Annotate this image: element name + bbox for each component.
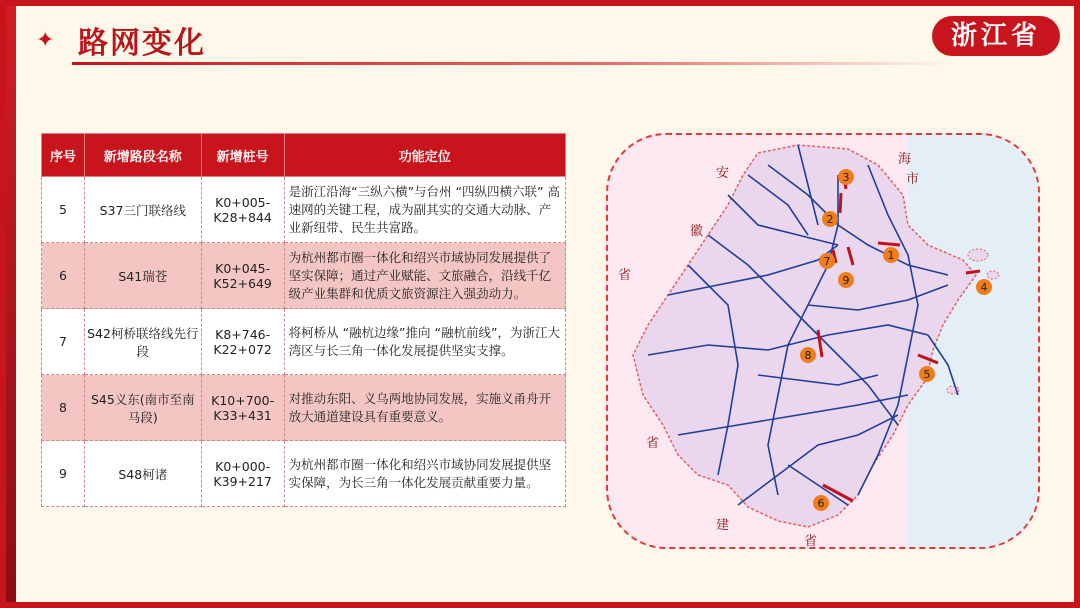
star-icon: ✦: [36, 28, 55, 53]
cell-desc: 为杭州都市圈一体化和绍兴市域协同发展提供坚实保障，为长三角一体化发展贡献重要力量。: [284, 441, 565, 507]
zhejiang-road-map: [606, 133, 1040, 549]
cell-name: S37三门联络线: [84, 177, 201, 243]
cell-stake: K0+045-K52+649: [201, 243, 284, 309]
title-underline: [72, 62, 952, 65]
left-decoration: [6, 6, 16, 602]
cell-name: S41瑞苍: [84, 243, 201, 309]
cell-desc: 对推动东阳、义乌两地协同发展，实施义甬舟开放大通道建设具有重要意义。: [284, 375, 565, 441]
table-row: [42, 309, 566, 375]
cell-name: S48柯诸: [84, 441, 201, 507]
cell-no: 9: [42, 441, 85, 507]
label-anhui-2: 徽: [690, 224, 704, 239]
cell-stake: K8+746-K22+072: [201, 309, 284, 375]
table-row: [42, 441, 566, 507]
label-shanghai-1: 海: [898, 152, 912, 167]
table-row: [42, 177, 566, 243]
cell-no: 8: [42, 375, 85, 441]
cell-stake: K0+005-K28+844: [201, 177, 284, 243]
table-row: [42, 375, 566, 441]
label-fujian-1: 建: [716, 518, 730, 533]
cell-desc: 为杭州都市圈一体化和绍兴市域协同发展提供了坚实保障；通过产业赋能、文旅融合，沿线千亿级产业集群和优质文旅资源注入强劲动力。: [284, 243, 565, 309]
header-name: 新增路段名称: [84, 134, 201, 177]
header-function: 功能定位: [284, 134, 565, 177]
province-badge: 浙江省: [932, 16, 1060, 56]
table-header-row: [42, 134, 566, 177]
island-shape: [987, 271, 999, 279]
marker-8-label: 8: [804, 349, 812, 362]
cell-no: 5: [42, 177, 85, 243]
header-stake: 新增桩号: [201, 134, 284, 177]
cell-desc: 将柯桥从 “融杭边缘”推向 “融杭前线”，为浙江大湾区与长三角一体化发展提供坚实支撑。: [284, 309, 565, 375]
map-svg: [608, 135, 1038, 547]
island-shape: [968, 249, 988, 261]
cell-name: S45义东(南市至南马段): [84, 375, 201, 441]
header-no: 序号: [42, 134, 85, 177]
marker-9-label: 9: [842, 274, 850, 287]
page-title: 路网变化: [78, 26, 206, 61]
road-table: [41, 133, 566, 507]
label-fujian-2: 省: [804, 534, 818, 547]
cell-stake: K0+000-K39+217: [201, 441, 284, 507]
cell-no: 6: [42, 243, 85, 309]
label-jiangxi-1: 省: [646, 436, 660, 451]
cell-no: 7: [42, 309, 85, 375]
marker-3-label: 3: [842, 171, 850, 184]
table-row: [42, 243, 566, 309]
cell-desc: 是浙江沿海“三纵六横”与台州 “四纵四横六联” 高速网的关键工程，成为副其实的交通大动脉、产业新纽带、民生共富路。: [284, 177, 565, 243]
marker-4-label: 4: [980, 281, 988, 294]
marker-1-label: 1: [887, 249, 895, 262]
label-anhui-1: 安: [716, 166, 730, 181]
cell-stake: K10+700-K33+431: [201, 375, 284, 441]
label-shanghai-2: 市: [906, 172, 920, 187]
marker-6-label: 6: [817, 497, 825, 510]
marker-5-label: 5: [923, 368, 931, 381]
slide: [6, 6, 1074, 602]
cell-name: S42柯桥联络线先行段: [84, 309, 201, 375]
marker-2-label: 2: [826, 213, 834, 226]
label-anhui-3: 省: [618, 268, 632, 283]
marker-7-label: 7: [823, 255, 831, 268]
